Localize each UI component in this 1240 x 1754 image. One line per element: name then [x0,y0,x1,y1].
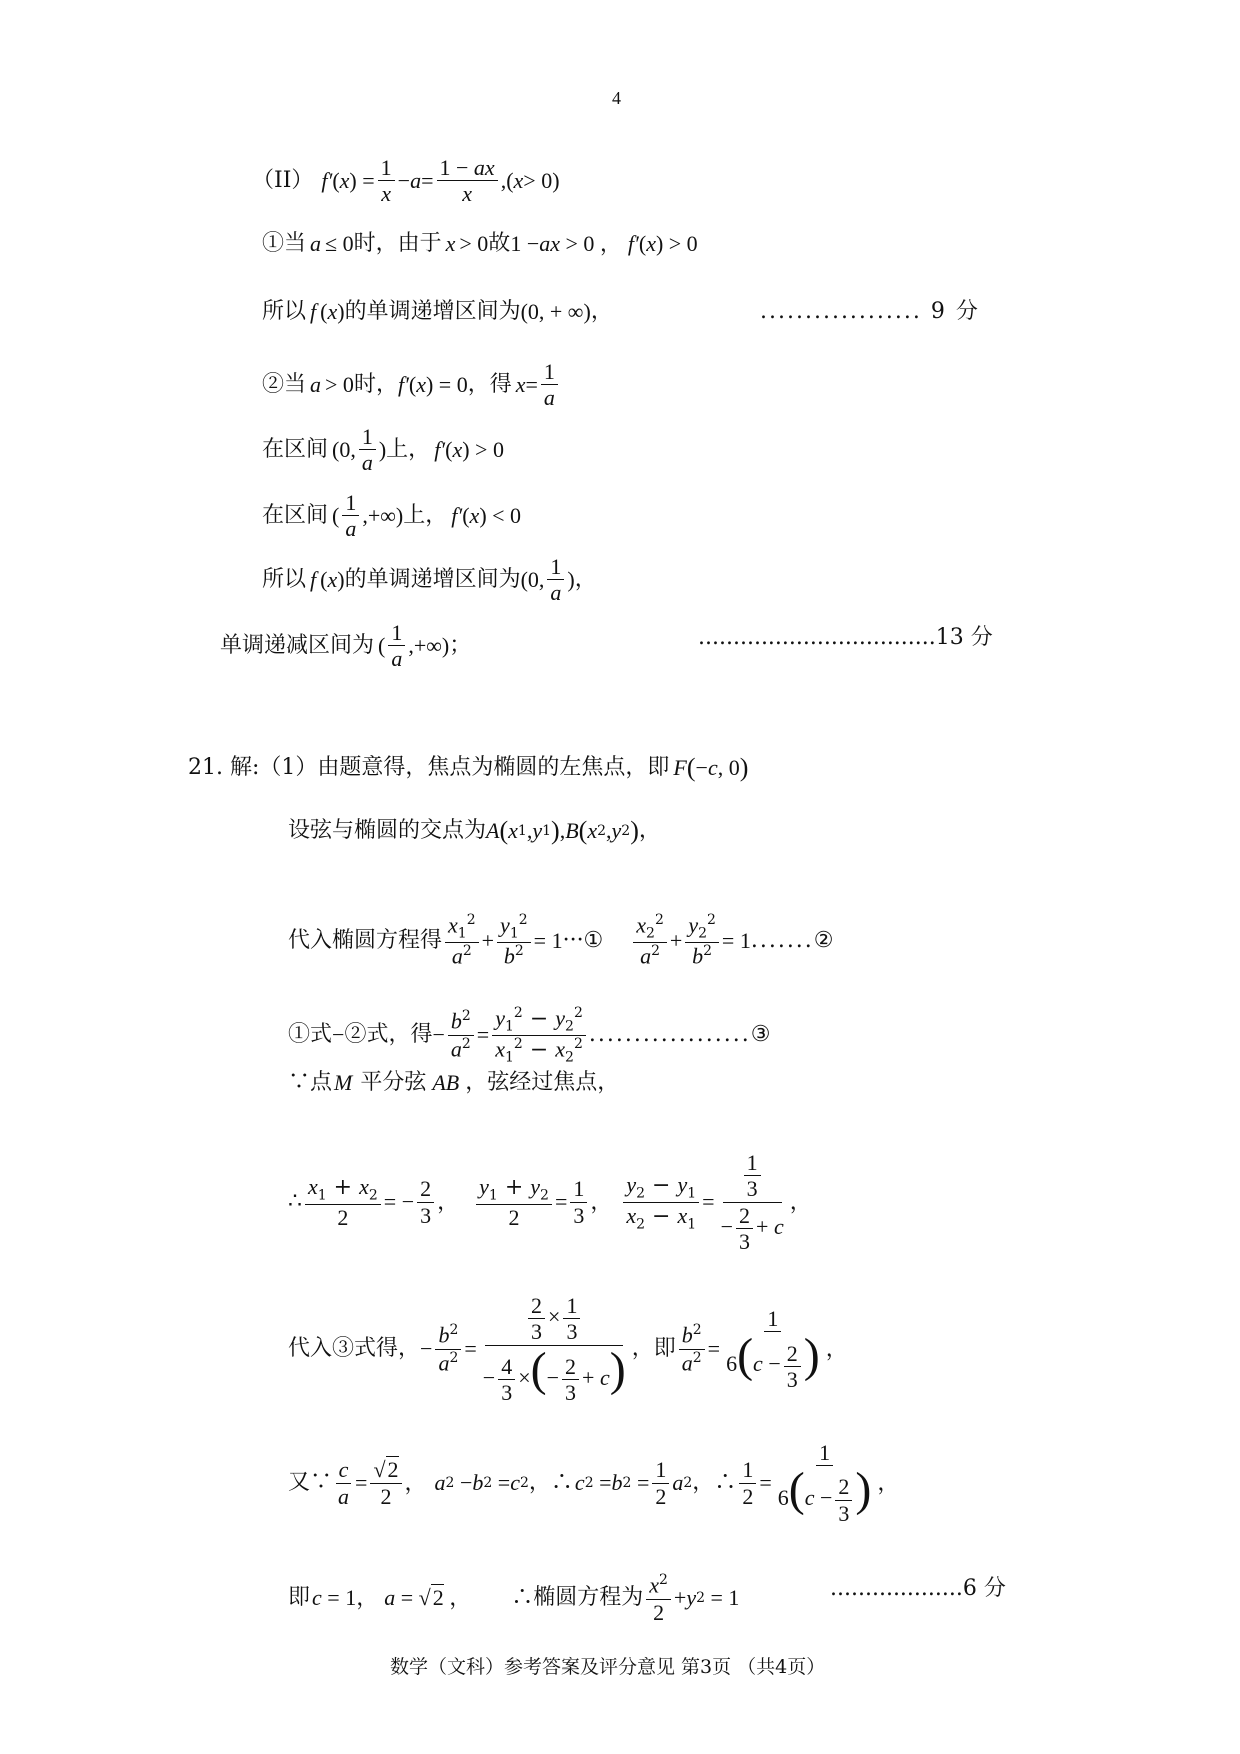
score-13: ..................................13 分 [698,625,993,650]
fraction: $\frac{b^2}{a^2}$ [448,1008,474,1062]
fraction: $\frac{b^2}{a^2}$ [679,1322,705,1376]
inc1-tail: ， [590,299,613,324]
fraction: $\frac{b^2}{a^2}$ [435,1322,461,1376]
fraction: $\frac{1}{3}$ [570,1176,587,1228]
therefore2-text: ，∴ [692,1470,737,1496]
fraction: $\frac{c}{a}$ [335,1457,352,1509]
fraction: $\frac{y_1^2 - y_2^2}{x_1^2 - x_2^2}$ [492,1005,586,1066]
therefore2-text: ，∴ [528,1470,573,1496]
fraction: $\frac{1}{a}$ [359,424,376,476]
fraction: $\frac{y_2 - y_1}{x_2 - x_1}$ [623,1172,699,1232]
equation-mark-2: ② [813,927,834,953]
substitute3-text: 代入③式得， [288,1336,421,1362]
score-6: ...................6 分 [830,1576,1006,1601]
because-text: ∵点 [288,1070,333,1095]
ie-text: ，即 [631,1336,676,1362]
dec-tail: ； [449,632,472,658]
chord-tail: ， [638,818,661,843]
because-mid: 平分弦 [360,1070,427,1095]
diff-mid: ②式，得 [344,1022,433,1048]
fraction: $\frac{1}{3}$ − $\frac{2}{3}$ + c [720,1150,784,1254]
fraction: $\frac{x_2^2}{a^2}$ [633,912,667,969]
equation-mark-3: ③ [750,1022,771,1048]
final-line: 即 c = 1， a = √2 ， ∴椭圆方程为 $\frac{x^2}{2}$ + y 2 = 1 [288,1572,740,1625]
q21-intro-line: 21. 解: （1）由题意得，焦点为椭圆的左焦点，即 F ( − c , 0 ) [188,753,749,782]
fraction: $\frac{x_1 + x_2}{2}$ [305,1174,381,1230]
interval-negative-line: 在区间 ( $\frac{1}{a}$ ,+∞) 上， f′ ( x ) < 0 [262,490,522,542]
part2-label: （II） [252,167,314,193]
fraction: $\frac{1}{a}$ [342,490,359,542]
dec-prefix: 单调递减区间为 [220,632,375,658]
fraction: $\frac{√2}{2}$ [370,1457,401,1509]
fraction: $\frac{y_2^2}{b^2}$ [685,912,719,969]
ellipse-equation-text: ∴椭圆方程为 [511,1585,644,1611]
chord-text: 设弦与椭圆的交点为 [288,818,487,843]
fraction: $\frac{2}{3}$ [417,1176,434,1228]
midpoint-line: ∵点 M 平分弦 AB ，弦经过焦点， [288,1070,620,1095]
fraction: 1 6(c − $\frac{2}{3}$ ) [777,1440,872,1526]
fraction: $\frac{1}{a}$ [541,359,558,411]
case2-prefix: ②当 [262,371,307,397]
case2-mid: 时， [353,371,398,397]
midpoint-values-line: ∴ $\frac{x_1 + x_2}{2}$ = − $\frac{2}{3}$ ， $\frac{y_1 + y_2}{2}$ = $\frac{1}{3}$ ， $\frac{y_2 - y_1}{x_2 - x_1}$ = $\frac{1}{3}$ − $\frac{2}{3}$ + c ， [288,1150,812,1254]
interval-prefix: 在区间 [262,502,329,528]
case2-line: ②当 a > 0 时， f′ ( x ) = 0 ，得 x = $\frac{1}{a}$ [262,359,561,411]
inc2-prefix: 所以 [262,566,307,592]
interval-prefix: 在区间 [262,436,329,462]
fraction: $\frac{1}{a}$ [547,554,564,606]
therefore-symbol: ∴ [288,1189,302,1215]
q21-number: 21. 解: [188,755,260,780]
interval-on: 上， [386,436,431,462]
substitute-text: 代入椭圆方程得 [288,927,443,953]
interval-on: 上， [403,502,448,528]
also-text: 又∵ [288,1470,333,1496]
inc1-mid: 的单调递增区间为 [344,299,521,324]
score-9: .................. 9 分 [760,299,980,324]
increasing-interval-line-1: 所以 f ( x ) 的单调递增区间为 (0, + ∞) ， [262,299,613,324]
interval-positive-line: 在区间 (0, $\frac{1}{a}$ ) 上， f′ ( x ) > 0 [262,424,504,476]
diff-prefix: ①式 [288,1022,333,1048]
fraction: $\frac{1}{2}$ [652,1457,669,1509]
because-tail: ，弦经过焦点， [465,1070,620,1095]
equation-dots-2: ....... [750,927,814,953]
decreasing-interval-line: 单调递减区间为 ( $\frac{1}{a}$ ,+∞) ； [220,620,472,672]
inc2-mid: 的单调递增区间为 [344,566,521,592]
fraction: $\frac{1}{x}$ [378,155,395,207]
eccentricity-line: 又∵ $\frac{c}{a}$ = $\frac{√2}{2}$ ， a 2 − b 2 = c 2 ，∴ c 2 = b 2 = $\frac{1}{2}$ a 2 ，∴ $\frac{1}{2}$ = 1 6(c − $\frac{2}{3}$ ) ， [288,1440,900,1526]
fraction: 1 6(c − $\frac{2}{3}$ ) [726,1306,820,1392]
fraction: $\frac{x_1^2}{a^2}$ [445,912,479,969]
inc1-prefix: 所以 [262,299,307,324]
page-number: 4 [612,88,621,108]
fraction: $\frac{x^2}{2}$ [646,1572,671,1625]
equation-mark-1: ···① [562,927,604,953]
fraction: $\frac{y_1 + y_2}{2}$ [476,1174,552,1230]
case2-get: ，得 [467,371,512,397]
diff-minus: − [332,1022,345,1048]
case1-when: 时，由于 [353,231,442,256]
chord-line: 设弦与椭圆的交点为 A ( x 1 , y 1 ) , B ( x 2 , y 2 ) ， [288,816,661,845]
fraction: $\frac{2}{3}$ × $\frac{1}{3}$ − $\frac{4}{3}$ ×(− $\frac{2}{3}$ + c) [482,1293,626,1406]
fraction: $\frac{y_1^2}{b^2}$ [497,912,531,969]
inc2-tail: ， [574,566,597,592]
page-footer: 数学（文科）参考答案及评分意见 第3页 （共4页） [390,1656,826,1678]
equation-dots-3: .................. [588,1022,751,1048]
difference-line: ①式 − ②式，得 − $\frac{b^2}{a^2}$ = $\frac{y_1^2 - y_2^2}{x_1^2 - x_2^2}$ .................. ③ [288,1005,771,1066]
substitute3-line: 代入③式得， − $\frac{b^2}{a^2}$ = $\frac{2}{3}$ × $\frac{1}{3}$ − $\frac{4}{3}$ ×(− $\frac{2}{3}$ + c) ，即 $\frac{b^2}{a^2}$ = 1 6(c − $\frac{2}{3}$ ) ， [288,1293,848,1406]
fraction: $\frac{1 - ax}{x}$ [437,155,498,207]
substitute-line: 代入椭圆方程得 $\frac{x_1^2}{a^2}$ + $\frac{y_1^2}{b^2}$ = 1 ···① $\frac{x_2^2}{a^2}$ + $\frac{y_2^2}{b^2}$ = 1 ....... ② [288,912,834,969]
case1-line: ①当 a ≤ 0 时，由于 x > 0 故 1 − ax > 0 ， f′ ( x ) > 0 [262,231,698,256]
fraction: $\frac{1}{a}$ [388,620,405,672]
derivative-line: （II） f′ ( x ) = $\frac{1}{x}$ − a = $\frac{1 - ax}{x}$ ,( x > 0) [252,155,560,207]
case1-prefix: ①当 [262,231,307,256]
increasing-interval-line-2: 所以 f ( x ) 的单调递增区间为 (0, $\frac{1}{a}$ ) ， [262,554,597,606]
q21-part1: （1）由题意得，焦点为椭圆的左焦点，即 [259,755,670,780]
case1-so: 故 [488,231,511,256]
fraction: $\frac{1}{2}$ [739,1457,756,1509]
final-prefix: 即 [288,1585,311,1611]
